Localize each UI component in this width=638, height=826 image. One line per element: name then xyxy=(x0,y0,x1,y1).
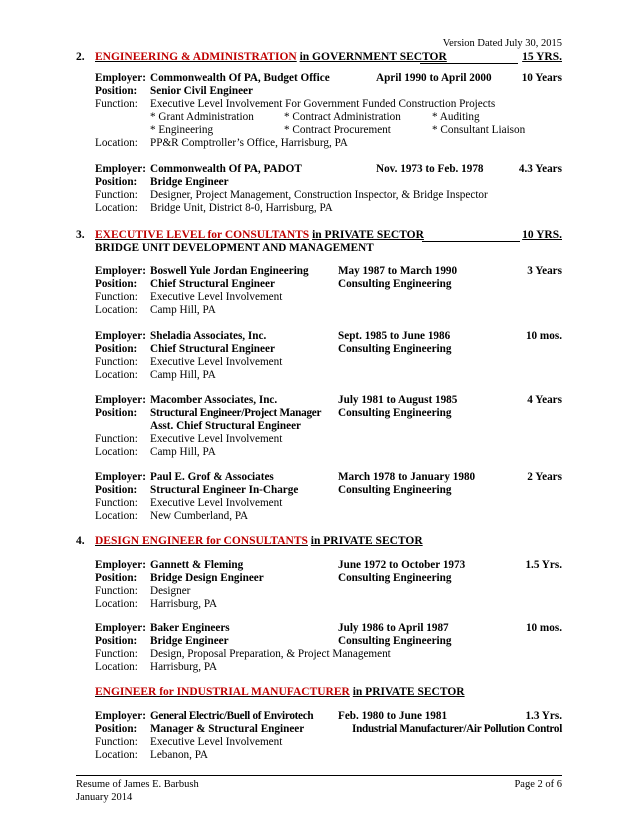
location-label: Location: xyxy=(95,369,138,381)
location-text: PP&R Comptroller’s Office, Harrisburg, PA xyxy=(150,137,348,149)
position-label: Position: xyxy=(95,176,138,188)
section-heading-rest: in PRIVATE SECTOR xyxy=(352,686,465,698)
section-number: 3. xyxy=(76,229,85,241)
bullet-item: * Engineering xyxy=(150,124,214,136)
heading-underline xyxy=(420,63,518,64)
position-type: Consulting Engineering xyxy=(338,407,452,419)
employer-label: Employer: xyxy=(95,622,146,634)
section-heading-highlight: DESIGN ENGINEER for CONSULTANTS xyxy=(95,535,308,547)
employment-length: 4.3 Years xyxy=(518,163,562,175)
position-type: Consulting Engineering xyxy=(338,572,452,584)
location-text: Lebanon, PA xyxy=(150,749,209,761)
location-label: Location: xyxy=(95,749,138,761)
section-heading-highlight: ENGINEERING & ADMINISTRATION xyxy=(95,51,297,63)
function-label: Function: xyxy=(95,433,138,445)
position-label: Position: xyxy=(95,572,138,584)
position-type: Consulting Engineering xyxy=(338,278,452,290)
employer-label: Employer: xyxy=(95,330,146,342)
section-number: 4. xyxy=(76,535,85,547)
employment-dates: Feb. 1980 to June 1981 xyxy=(338,710,448,722)
position-type: Consulting Engineering xyxy=(338,484,452,496)
section-heading-rest: in PRIVATE SECTOR xyxy=(312,229,424,241)
bullet-item: * Contract Administration xyxy=(284,111,401,123)
function-text: Executive Level Involvement xyxy=(150,497,283,509)
position-title: Bridge Design Engineer xyxy=(150,572,264,584)
employer-name: Macomber Associates, Inc. xyxy=(150,394,278,406)
employer-name: Commonwealth Of PA, Budget Office xyxy=(150,72,330,84)
position-title: Structural Engineer In-Charge xyxy=(150,484,299,496)
location-label: Location: xyxy=(95,510,138,522)
location-text: Bridge Unit, District 8-0, Harrisburg, PA xyxy=(150,202,333,214)
section-duration: 15 YRS. xyxy=(522,51,562,63)
location-text: Harrisburg, PA xyxy=(150,598,218,610)
employment-dates: May 1987 to March 1990 xyxy=(338,265,458,277)
location-label: Location: xyxy=(95,446,138,458)
employment-length: 10 mos. xyxy=(525,330,562,342)
function-text: Executive Level Involvement xyxy=(150,433,283,445)
function-text: Executive Level Involvement For Government Funded Construction Projects xyxy=(150,98,496,110)
position-label: Position: xyxy=(95,343,138,355)
section-subtitle: BRIDGE UNIT DEVELOPMENT AND MANAGEMENT xyxy=(95,242,374,254)
location-label: Location: xyxy=(95,137,138,149)
version-date: Version Dated July 30, 2015 xyxy=(442,38,562,49)
location-label: Location: xyxy=(95,598,138,610)
position-type: Consulting Engineering xyxy=(338,635,452,647)
employer-name: Gannett & Fleming xyxy=(150,559,244,571)
function-label: Function: xyxy=(95,585,138,597)
employer-label: Employer: xyxy=(95,471,146,483)
footer-divider xyxy=(76,775,562,776)
location-label: Location: xyxy=(95,661,138,673)
employment-length: 4 Years xyxy=(527,394,562,406)
section-heading xyxy=(95,51,447,65)
employer-label: Employer: xyxy=(95,72,146,84)
employer-label: Employer: xyxy=(95,163,146,175)
employer-name: Sheladia Associates, Inc. xyxy=(150,330,267,342)
employer-label: Employer: xyxy=(95,710,146,722)
employer-name: General Electric/Buell of Envirotech xyxy=(150,710,314,722)
bullet-item: * Auditing xyxy=(432,111,480,123)
function-text: Executive Level Involvement xyxy=(150,356,283,368)
position-title: Chief Structural Engineer xyxy=(150,343,275,355)
position-title: Chief Structural Engineer xyxy=(150,278,275,290)
heading-underline xyxy=(422,241,520,242)
position-label: Position: xyxy=(95,278,138,290)
employment-length: 10 Years xyxy=(521,72,562,84)
employment-dates: Nov. 1973 to Feb. 1978 xyxy=(376,163,484,175)
employment-dates: July 1981 to August 1985 xyxy=(338,394,458,406)
location-text: Camp Hill, PA xyxy=(150,369,216,381)
function-label: Function: xyxy=(95,497,138,509)
location-text: Camp Hill, PA xyxy=(150,446,216,458)
function-label: Function: xyxy=(95,291,138,303)
position-title: Bridge Engineer xyxy=(150,176,229,188)
employer-label: Employer: xyxy=(95,559,146,571)
function-text: Executive Level Involvement xyxy=(150,736,283,748)
position-label: Position: xyxy=(95,635,138,647)
employer-name: Paul E. Grof & Associates xyxy=(150,471,274,483)
employer-label: Employer: xyxy=(95,394,146,406)
location-label: Location: xyxy=(95,304,138,316)
employment-length: 2 Years xyxy=(527,471,562,483)
section-heading-rest: in PRIVATE SECTOR xyxy=(310,535,423,547)
section-number: 2. xyxy=(76,51,85,63)
function-text: Designer xyxy=(150,585,191,597)
employment-dates: July 1986 to April 1987 xyxy=(338,622,449,634)
section-heading xyxy=(95,535,423,549)
function-label: Function: xyxy=(95,356,138,368)
employer-name: Baker Engineers xyxy=(150,622,230,634)
employer-name: Boswell Yule Jordan Engineering xyxy=(150,265,309,277)
location-text: New Cumberland, PA xyxy=(150,510,249,522)
function-text: Executive Level Involvement xyxy=(150,291,283,303)
section-heading xyxy=(95,229,424,243)
position-title: Manager & Structural Engineer xyxy=(150,723,305,735)
bullet-item: * Consultant Liaison xyxy=(432,124,526,136)
employer-label: Employer: xyxy=(95,265,146,277)
employment-dates: April 1990 to April 2000 xyxy=(376,72,492,84)
position-title: Senior Civil Engineer xyxy=(150,85,253,97)
position-type: Industrial Manufacturer/Air Pollution Control xyxy=(352,723,562,735)
section-heading xyxy=(95,686,465,700)
section-heading-highlight: ENGINEER for INDUSTRIAL MANUFACTURER xyxy=(95,686,350,698)
function-label: Function: xyxy=(95,98,138,110)
position-title: Bridge Engineer xyxy=(150,635,229,647)
employment-length: 3 Years xyxy=(527,265,562,277)
position-label: Position: xyxy=(95,484,138,496)
position-label: Position: xyxy=(95,85,138,97)
location-text: Harrisburg, PA xyxy=(150,661,218,673)
position-label: Position: xyxy=(95,407,138,419)
function-label: Function: xyxy=(95,736,138,748)
function-label: Function: xyxy=(95,189,138,201)
footer-page-number: Page 2 of 6 xyxy=(514,779,562,790)
employment-dates: Sept. 1985 to June 1986 xyxy=(338,330,451,342)
position-label: Position: xyxy=(95,723,138,735)
employer-name: Commonwealth Of PA, PADOT xyxy=(150,163,302,175)
position-type: Consulting Engineering xyxy=(338,343,452,355)
position-title: Structural Engineer/Project Manager xyxy=(150,407,322,419)
location-text: Camp Hill, PA xyxy=(150,304,216,316)
employment-length: 1.5 Yrs. xyxy=(525,559,562,571)
employment-length: 1.3 Yrs. xyxy=(525,710,562,722)
footer-name: Resume of James E. Barbush xyxy=(76,779,199,790)
section-heading-rest: in GOVERNMENT SECTOR xyxy=(299,51,447,63)
function-label: Function: xyxy=(95,648,138,660)
section-duration: 10 YRS. xyxy=(522,229,562,241)
location-label: Location: xyxy=(95,202,138,214)
function-text: Design, Proposal Preparation, & Project Management xyxy=(150,648,391,660)
section-heading-highlight: EXECUTIVE LEVEL for CONSULTANTS xyxy=(95,229,310,241)
function-text: Designer, Project Management, Construction Inspector, & Bridge Inspector xyxy=(150,189,488,201)
bullet-item: * Grant Administration xyxy=(150,111,254,123)
employment-dates: June 1972 to October 1973 xyxy=(338,559,466,571)
position-title-secondary: Asst. Chief Structural Engineer xyxy=(150,420,302,432)
bullet-item: * Contract Procurement xyxy=(284,124,391,136)
employment-dates: March 1978 to January 1980 xyxy=(338,471,476,483)
employment-length: 10 mos. xyxy=(525,622,562,634)
footer-date: January 2014 xyxy=(76,792,133,803)
